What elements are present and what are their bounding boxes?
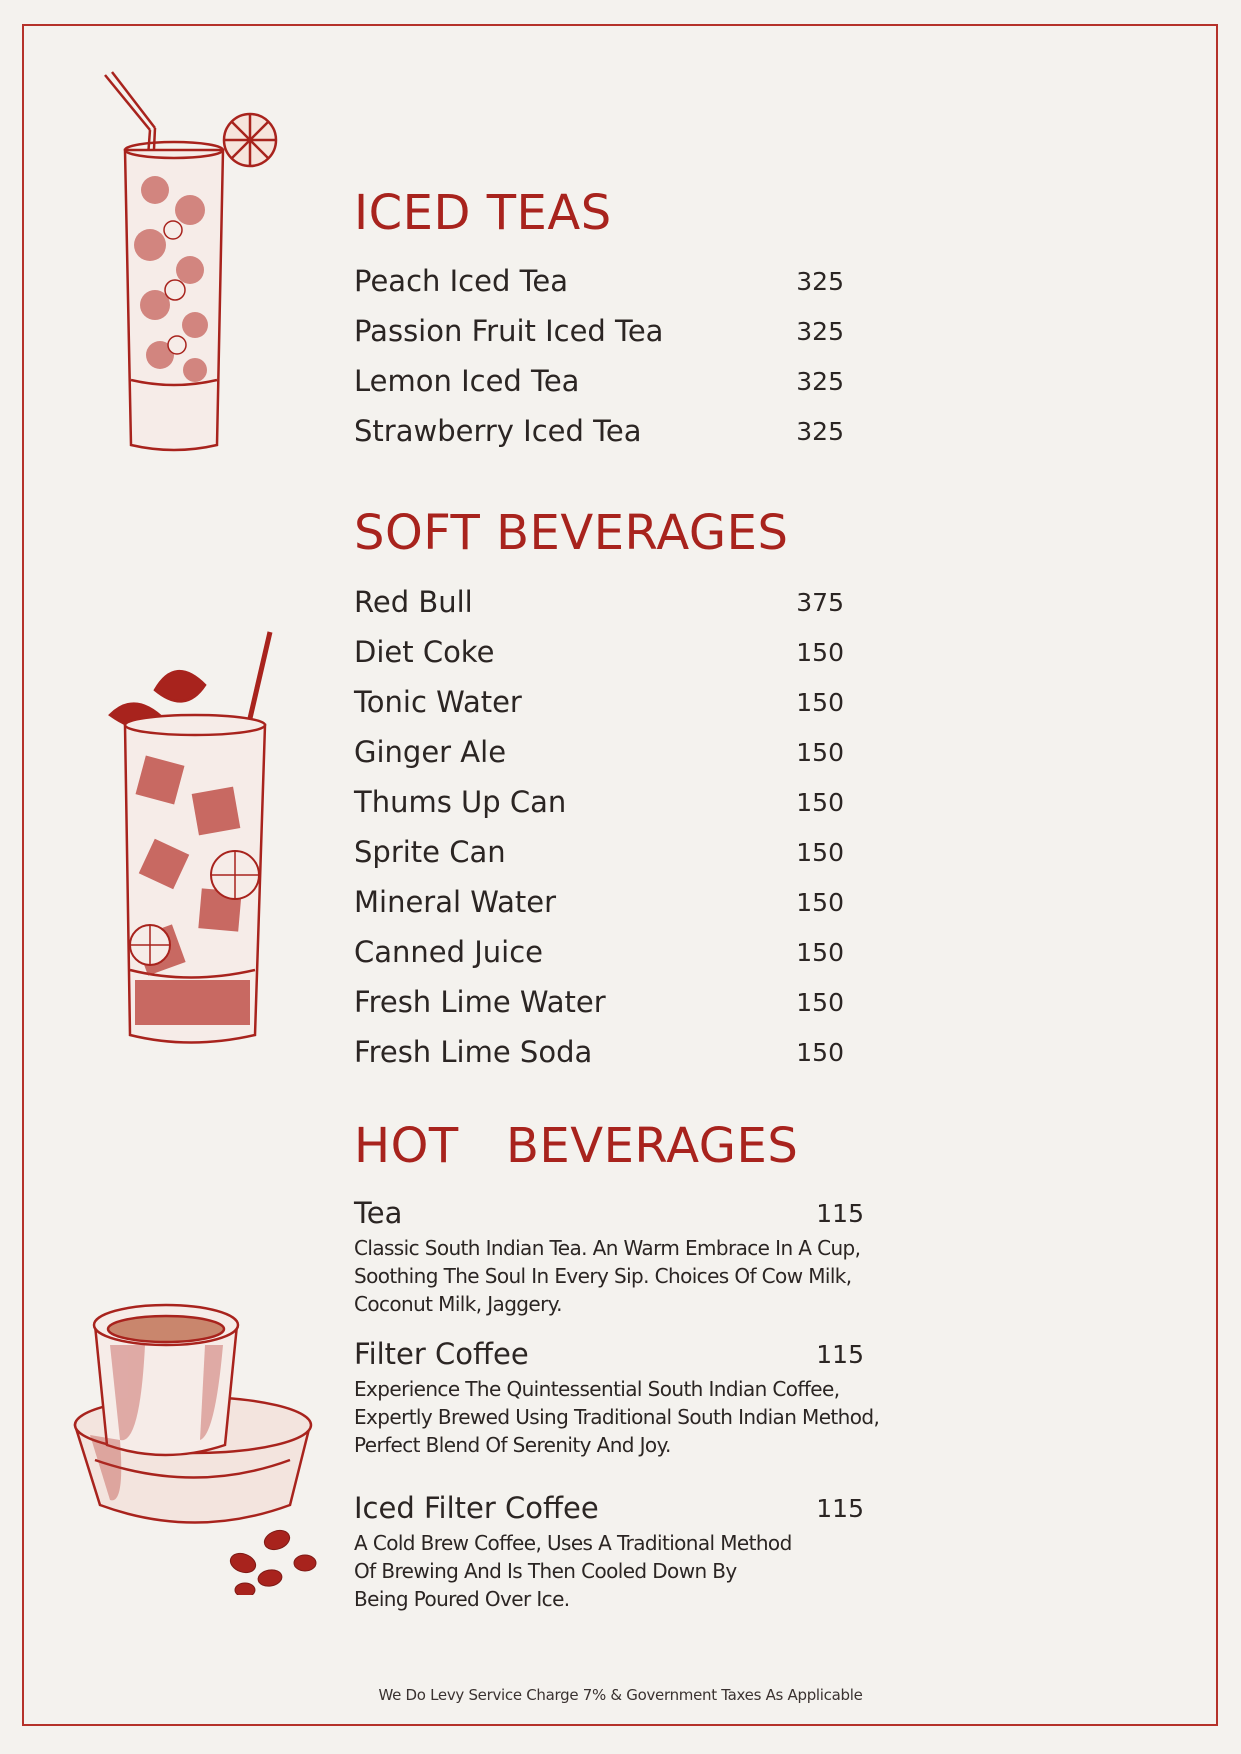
item-price: 325 — [796, 267, 844, 296]
menu-item — [354, 364, 844, 414]
item-name: Red Bull — [354, 585, 473, 619]
menu-item — [354, 635, 844, 685]
iced-tea-glass-illustration — [95, 70, 285, 455]
item-name: Diet Coke — [354, 635, 495, 669]
item-name: Fresh Lime Soda — [354, 1035, 593, 1069]
item-name: Fresh Lime Water — [354, 985, 606, 1019]
item-price: 150 — [796, 838, 844, 867]
item-price: 325 — [796, 367, 844, 396]
item-name: Strawberry Iced Tea — [354, 414, 642, 448]
description-line: Perfect Blend Of Serenity And Joy. — [354, 1433, 671, 1457]
menu-item — [354, 885, 844, 935]
item-price: 150 — [796, 938, 844, 967]
item-description — [354, 1234, 894, 1318]
menu-item — [354, 935, 844, 985]
filter-coffee-davara-illustration — [65, 1295, 325, 1595]
description-line: Experience The Quintessential South Indian Coffee, — [354, 1377, 840, 1401]
item-name: Thums Up Can — [354, 785, 567, 819]
item-name: Passion Fruit Iced Tea — [354, 314, 664, 348]
item-name: Ginger Ale — [354, 735, 507, 769]
item-description — [354, 1529, 894, 1613]
service-charge-note: We Do Levy Service Charge 7% & Government Taxes As Applicable — [378, 1686, 863, 1704]
description-line: Soothing The Soul In Every Sip. Choices Of Cow Milk, — [354, 1264, 852, 1288]
item-price: 375 — [796, 588, 844, 617]
item-price: 150 — [796, 638, 844, 667]
menu-item — [354, 414, 844, 464]
item-name: Tea — [354, 1196, 403, 1230]
description-line: Of Brewing And Is Then Cooled Down By — [354, 1559, 737, 1583]
item-name: Sprite Can — [354, 835, 506, 869]
description-line: A Cold Brew Coffee, Uses A Traditional Method — [354, 1531, 792, 1555]
item-name: Mineral Water — [354, 885, 556, 919]
description-line: Coconut Milk, Jaggery. — [354, 1292, 562, 1316]
item-price: 115 — [816, 1340, 864, 1369]
menu-item — [354, 735, 844, 785]
mojito-glass-illustration — [105, 630, 285, 1050]
section-title-iced-teas: ICED TEAS — [354, 185, 612, 241]
item-price: 150 — [796, 1038, 844, 1067]
menu-item — [354, 264, 844, 314]
menu-item — [354, 985, 844, 1035]
menu-item — [354, 835, 844, 885]
item-price: 115 — [816, 1494, 864, 1523]
menu-item — [354, 314, 844, 364]
item-name: Peach Iced Tea — [354, 264, 568, 298]
item-price: 115 — [816, 1199, 864, 1228]
item-price: 150 — [796, 688, 844, 717]
section-title-soft-beverages: SOFT BEVERAGES — [354, 505, 789, 561]
item-price: 150 — [796, 888, 844, 917]
item-name: Lemon Iced Tea — [354, 364, 580, 398]
item-name: Tonic Water — [354, 685, 522, 719]
menu-item — [354, 685, 844, 735]
item-price: 150 — [796, 788, 844, 817]
item-price: 325 — [796, 317, 844, 346]
item-name: Filter Coffee — [354, 1337, 529, 1371]
menu-item — [354, 785, 844, 835]
item-name: Canned Juice — [354, 935, 544, 969]
section-title-hot-beverages: HOT BEVERAGES — [354, 1118, 799, 1174]
item-price: 150 — [796, 738, 844, 767]
item-price: 325 — [796, 417, 844, 446]
menu-item — [354, 585, 844, 635]
item-name: Iced Filter Coffee — [354, 1491, 599, 1525]
item-description — [354, 1375, 894, 1459]
description-line: Expertly Brewed Using Traditional South Indian Method, — [354, 1405, 880, 1429]
menu-item — [354, 1035, 844, 1085]
item-price: 150 — [796, 988, 844, 1017]
description-line: Classic South Indian Tea. An Warm Embrace In A Cup, — [354, 1236, 861, 1260]
description-line: Being Poured Over Ice. — [354, 1587, 570, 1611]
